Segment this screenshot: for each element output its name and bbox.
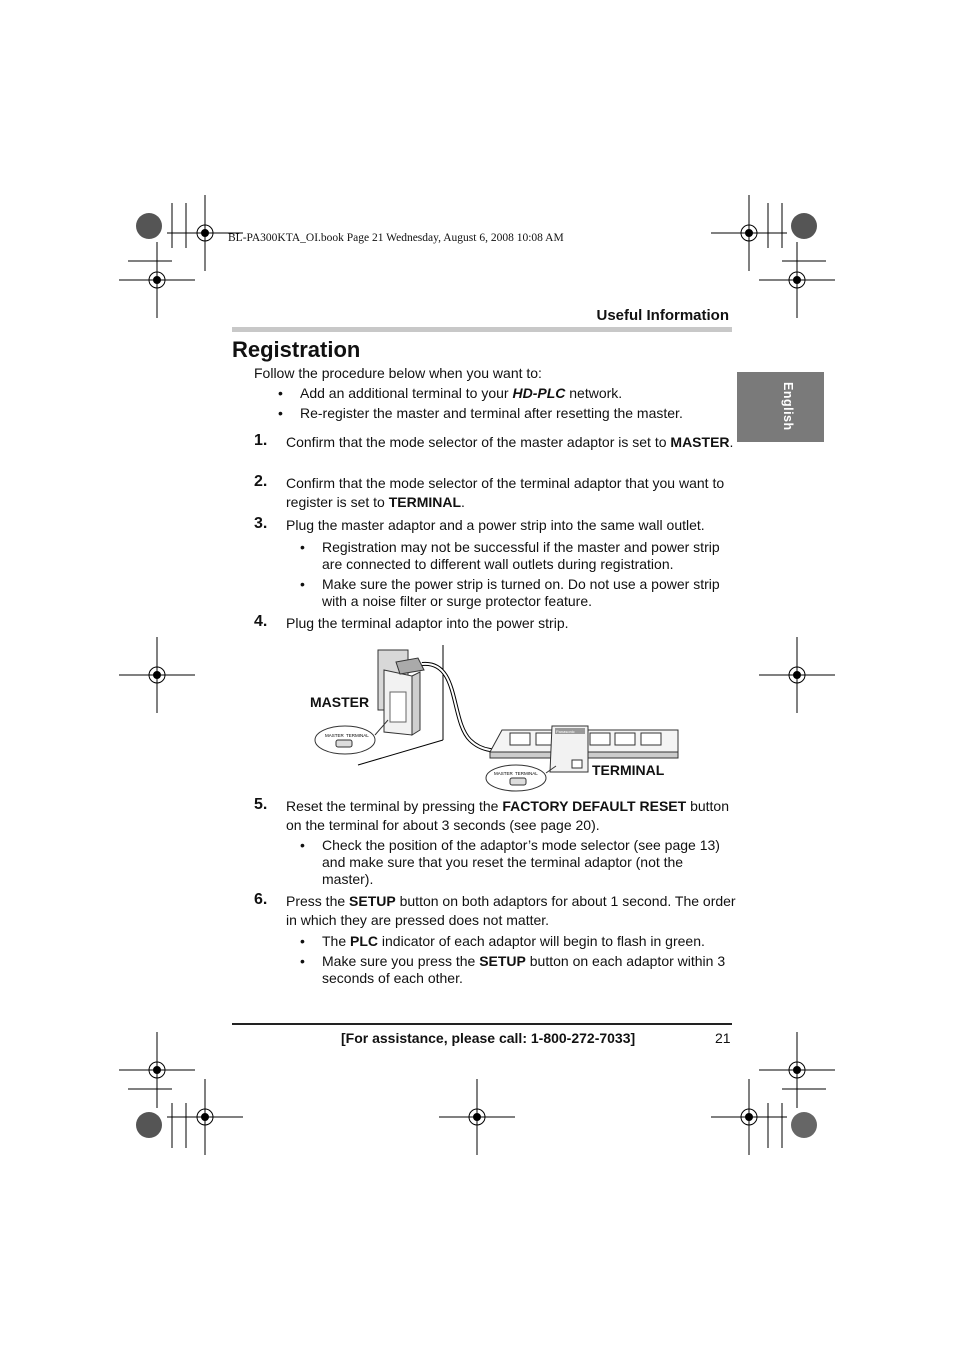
registration-target-icon [119,1032,195,1108]
master-label: MASTER [310,694,370,710]
registration-target-icon [711,195,787,271]
language-tab-label: English [781,382,795,431]
page-number: 21 [715,1030,731,1046]
header-rule [232,327,732,332]
svg-text:TERMINAL: TERMINAL [346,733,369,738]
registration-dot [791,213,817,239]
page-title: Registration [232,337,361,362]
assistance-phone: [For assistance, please call: 1-800-272-7033] [341,1030,636,1046]
svg-text:TERMINAL: TERMINAL [515,771,538,776]
registration-target-icon [439,1079,515,1155]
registration-target-icon [759,1032,835,1108]
language-tab [737,372,824,442]
print-header: BL-PA300KTA_OI.book Page 21 Wednesday, August 6, 2008 10:08 AM [228,232,564,244]
registration-dot [136,1112,162,1138]
registration-target-icon [119,637,195,713]
registration-target-icon [119,242,195,318]
intro-text: Follow the procedure below when you want to: [254,365,542,381]
registration-target-icon [711,1079,787,1155]
mode-selector [510,778,526,785]
registration-dot [136,213,162,239]
terminal-label: TERMINAL [592,762,665,778]
registration-target-icon [167,1079,243,1155]
registration-target-icon [759,242,835,318]
mode-selector [336,740,352,747]
registration-dot [791,1112,817,1138]
svg-text:MASTER: MASTER [325,733,344,738]
brand-logo: Panasonic [556,729,575,734]
section-label: Useful Information [596,307,729,324]
svg-text:MASTER: MASTER [494,771,513,776]
registration-target-icon [759,637,835,713]
footer-rule [232,1023,732,1025]
